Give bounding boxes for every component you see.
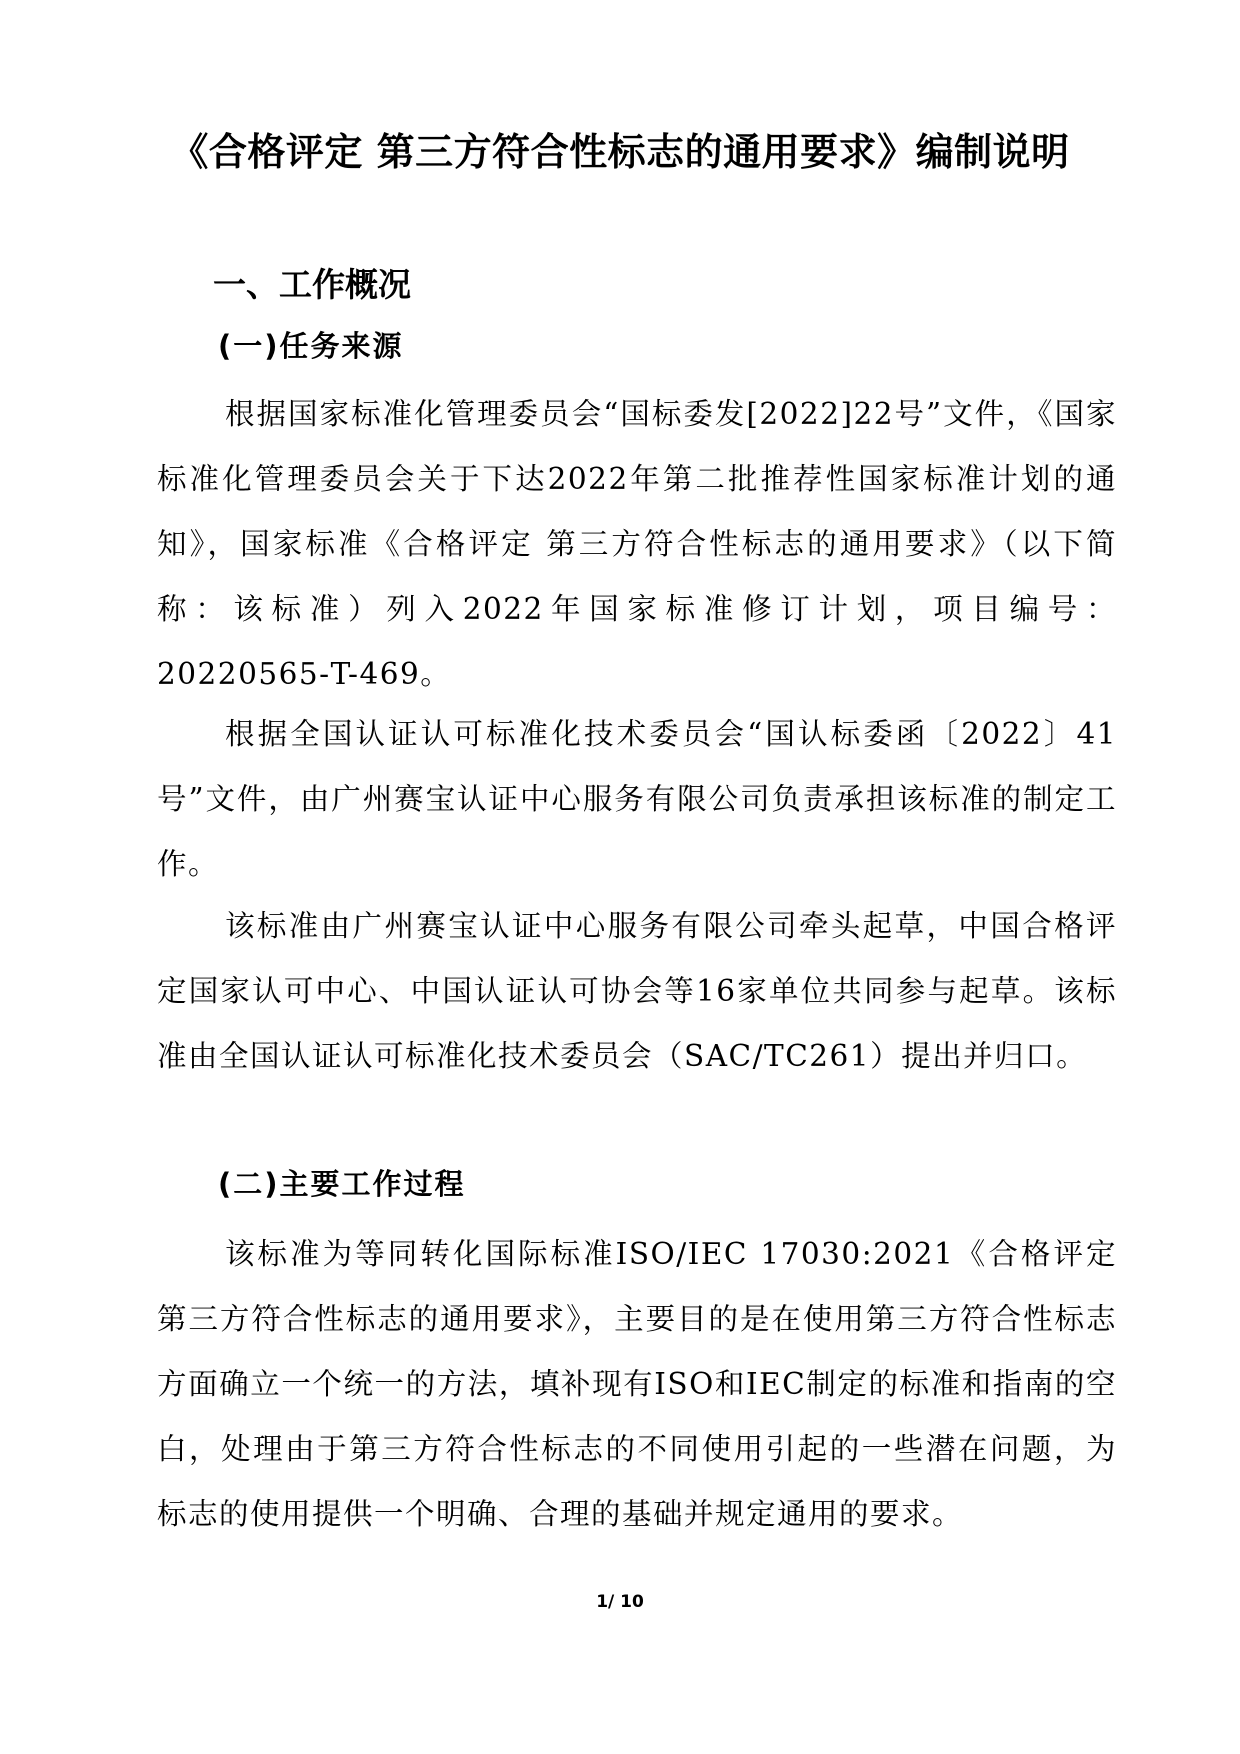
paragraph-task-source-3: 该标准由广州赛宝认证中心服务有限公司牵头起草，中国合格评定国家认可中心、中国认证认可协会等16家单位共同参与起草。该标准由全国认证认可标准化技术委员会（SAC/TC261）提出并归口。 (157, 909, 1117, 1073)
document-title: 《合格评定 第三方符合性标志的通用要求》编制说明 (170, 130, 1070, 174)
paragraph-task-source-2: 根据全国认证认可标准化技术委员会“国认标委函〔2022〕41号”文件，由广州赛宝认证中心服务有限公司负责承担该标准的制定工作。 (157, 717, 1117, 881)
paragraph-main-process: 该标准为等同转化国际标准ISO/IEC 17030:2021《合格评定 第三方符合性标志的通用要求》，主要目的是在使用第三方符合性标志方面确立一个统一的方法，填补现有ISO和IEC制定的标准和指南的空白，处理由于第三方符合性标志的不同使用引起的一些潜在问题，为标志的使用提供一个明确、合理的基础并规定通用的要求。 (157, 1237, 1117, 1531)
subsection-heading-task-source: (一)任务来源 (218, 329, 404, 363)
section-heading-work-overview: 一、工作概况 (213, 265, 411, 304)
paragraph-task-source-1: 根据国家标准化管理委员会“国标委发[2022]22号”文件，《国家标准化管理委员会关于下达2022年第二批推荐性国家标准计划的通知》，国家标准《合格评定 第三方符合性标志的通用要求》（以下简称：该标准）列入2022年国家标准修订计划，项目编号：20220565-T-469。 (157, 397, 1117, 691)
page-number: 1/ 10 (596, 1592, 644, 1612)
subsection-heading-main-process: (二)主要工作过程 (218, 1167, 466, 1201)
